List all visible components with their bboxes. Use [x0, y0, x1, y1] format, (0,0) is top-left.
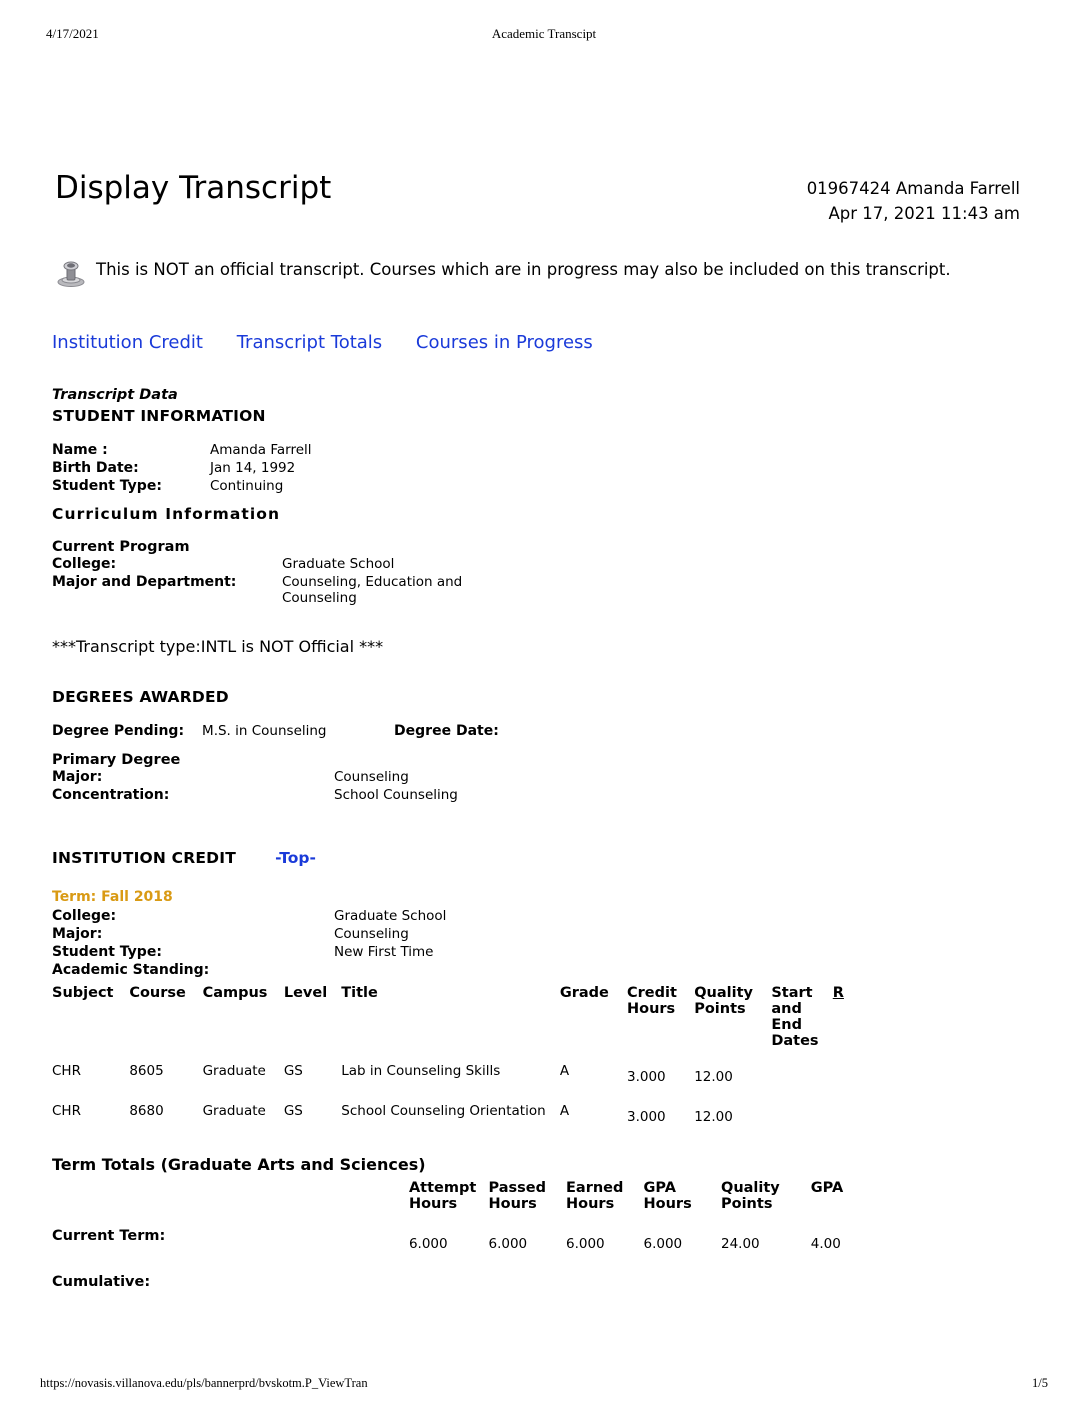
footer-url: https://novasis.villanova.edu/pls/bannerprd/bvskotm.P_ViewTran — [40, 1376, 368, 1390]
academic-standing-value — [334, 961, 446, 979]
term-college-label: College: — [52, 908, 117, 924]
term-student-type-label: Student Type: — [52, 944, 162, 960]
student-information-heading: STUDENT INFORMATION — [52, 407, 266, 425]
concentration-value: School Counseling — [334, 787, 458, 803]
table-row — [52, 768, 458, 786]
primary-degree-label: Primary Degree — [52, 752, 181, 768]
primary-degree-table — [52, 768, 458, 804]
col-start-end-dates: Start and End Dates — [771, 985, 819, 1049]
student-type-label: Student Type: — [52, 478, 162, 494]
footer-page-number: 1/5 — [1032, 1376, 1048, 1390]
current-term-gpa: 4.00 — [810, 1236, 841, 1252]
row0-campus: Graduate — [202, 1063, 266, 1079]
academic-standing-label: Academic Standing: — [52, 962, 210, 978]
row1-credit-hours: 3.000 — [626, 1109, 666, 1125]
term-totals-heading: Term Totals (Graduate Arts and Sciences) — [52, 1155, 426, 1174]
unofficial-notice — [52, 260, 1020, 294]
table-row — [52, 459, 312, 477]
table-row — [52, 961, 446, 979]
transcript-data-heading: Transcript Data — [52, 387, 178, 403]
nav-courses-in-progress[interactable]: Courses in Progress — [415, 332, 593, 353]
nav-transcript-totals[interactable]: Transcript Totals — [236, 332, 383, 353]
row1-quality-points: 12.00 — [694, 1109, 733, 1125]
table-row — [52, 722, 517, 740]
curriculum-table — [52, 555, 492, 607]
col-credit-hours: Credit Hours — [626, 985, 677, 1017]
birth-date-label: Birth Date: — [52, 460, 139, 476]
student-type-value: Continuing — [210, 478, 284, 494]
notice-text: This is NOT an official transcript. Courses which are in progress may also be included on this transcript. — [96, 260, 951, 279]
cumulative-gpa-hours — [644, 1256, 722, 1294]
nav-institution-credit[interactable]: Institution Credit — [52, 332, 203, 353]
current-term-gpa-hours: 6.000 — [643, 1236, 683, 1252]
major-department-label: Major and Department: — [52, 574, 237, 590]
cumulative-passed-hours — [489, 1256, 567, 1294]
table-row — [52, 573, 492, 607]
table-row — [52, 786, 458, 804]
col-attempt-hours: Attempt Hours — [408, 1180, 477, 1212]
col-quality-points: Quality Points — [694, 985, 753, 1017]
degree-date-label: Degree Date: — [394, 723, 499, 739]
cumulative-gpa — [811, 1256, 872, 1294]
row1-subject: CHR — [52, 1103, 81, 1119]
curriculum-information-heading: Curriculum Information — [52, 505, 281, 523]
degrees-awarded-heading: DEGREES AWARDED — [52, 688, 229, 706]
student-information-table — [52, 441, 312, 495]
term-major-value: Counseling — [334, 926, 409, 942]
institution-credit-heading-row — [52, 848, 1020, 867]
current-term-attempt-hours: 6.000 — [408, 1236, 448, 1252]
degree-pending-label: Degree Pending: — [52, 723, 185, 739]
table-row — [52, 907, 446, 925]
cumulative-earned-hours — [566, 1256, 644, 1294]
col-title: Title — [341, 985, 378, 1001]
term-college-value: Graduate School — [334, 908, 447, 924]
student-id-name: 01967424 Amanda Farrell — [806, 179, 1020, 198]
name-label: Name : — [52, 442, 108, 458]
term-totals-table — [52, 1178, 872, 1294]
document-content — [52, 160, 1020, 1294]
col-gpa: GPA — [810, 1180, 844, 1196]
concentration-label: Concentration: — [52, 787, 170, 803]
row1-r — [833, 1091, 862, 1131]
col-grade: Grade — [559, 985, 609, 1001]
cumulative-quality-points — [721, 1256, 811, 1294]
table-row — [52, 1051, 862, 1091]
degree-pending-value: M.S. in Counseling — [202, 723, 327, 739]
title-block — [52, 160, 1020, 222]
major-department-value: Counseling, Education and Counseling — [282, 574, 463, 606]
col-level: Level — [283, 985, 328, 1001]
top-link[interactable]: -Top- — [275, 849, 316, 867]
current-program-label: Current Program — [52, 539, 190, 555]
current-term-passed-hours: 6.000 — [488, 1236, 528, 1252]
degree-major-value: Counseling — [334, 769, 409, 785]
row0-course: 8605 — [129, 1063, 164, 1079]
table-row — [52, 477, 312, 495]
table-row — [52, 943, 446, 961]
section-nav — [52, 332, 1020, 353]
row1-dates — [771, 1091, 832, 1131]
table-row — [52, 1256, 872, 1294]
term-info-table — [52, 907, 446, 979]
row1-title: School Counseling Orientation — [341, 1103, 546, 1119]
term-student-type-value: New First Time — [334, 944, 434, 960]
generated-timestamp: Apr 17, 2021 11:43 am — [828, 204, 1020, 223]
term-major-label: Major: — [52, 926, 103, 942]
table-row — [52, 1091, 862, 1131]
cumulative-label: Cumulative: — [52, 1274, 151, 1290]
row1-campus: Graduate — [202, 1103, 266, 1119]
college-value: Graduate School — [282, 556, 395, 572]
col-total-quality-points: Quality Points — [721, 1180, 780, 1212]
col-course: Course — [129, 985, 186, 1001]
courses-table — [52, 983, 862, 1131]
row1-course: 8680 — [129, 1103, 164, 1119]
row1-grade: A — [559, 1103, 570, 1119]
current-term-label: Current Term: — [52, 1228, 166, 1244]
info-icon — [54, 256, 88, 290]
row0-r — [833, 1051, 862, 1091]
table-row — [52, 1214, 872, 1256]
totals-row-label-col — [52, 1178, 409, 1214]
cumulative-attempt-hours — [409, 1256, 489, 1294]
totals-header-row — [52, 1178, 872, 1214]
college-label: College: — [52, 556, 117, 572]
degree-major-label: Major: — [52, 769, 103, 785]
birth-date-value: Jan 14, 1992 — [210, 460, 296, 476]
col-passed-hours: Passed Hours — [488, 1180, 546, 1212]
col-r: R — [832, 985, 844, 1001]
print-date: 4/17/2021 — [46, 26, 99, 41]
row0-dates — [771, 1051, 832, 1091]
row0-level: GS — [283, 1063, 303, 1079]
transcript-data-section — [52, 387, 1020, 1294]
current-term-earned-hours: 6.000 — [566, 1236, 605, 1252]
current-term-quality-points: 24.00 — [721, 1236, 760, 1252]
transcript-type-note: ***Transcript type:INTL is NOT Official *** — [52, 637, 384, 656]
table-row — [52, 555, 492, 573]
col-gpa-hours: GPA Hours — [643, 1180, 692, 1212]
term-label: Term: Fall 2018 — [52, 889, 173, 905]
table-row — [52, 925, 446, 943]
row0-quality-points: 12.00 — [694, 1069, 733, 1085]
row0-credit-hours: 3.000 — [626, 1069, 666, 1085]
row0-grade: A — [559, 1063, 570, 1079]
table-row — [52, 441, 312, 459]
page-title: Display Transcript — [55, 170, 332, 206]
row0-subject: CHR — [52, 1063, 81, 1079]
col-earned-hours: Earned Hours — [566, 1180, 624, 1212]
col-campus: Campus — [202, 985, 268, 1001]
row1-level: GS — [283, 1103, 303, 1119]
row0-title: Lab in Counseling Skills — [341, 1063, 501, 1079]
courses-header-row — [52, 983, 862, 1051]
student-header — [807, 176, 1020, 226]
col-subject: Subject — [52, 985, 114, 1001]
institution-credit-heading: INSTITUTION CREDIT — [52, 849, 236, 867]
name-value: Amanda Farrell — [210, 442, 312, 458]
degrees-awarded-table — [52, 722, 517, 740]
document-running-title: Academic Transcipt — [491, 26, 597, 41]
